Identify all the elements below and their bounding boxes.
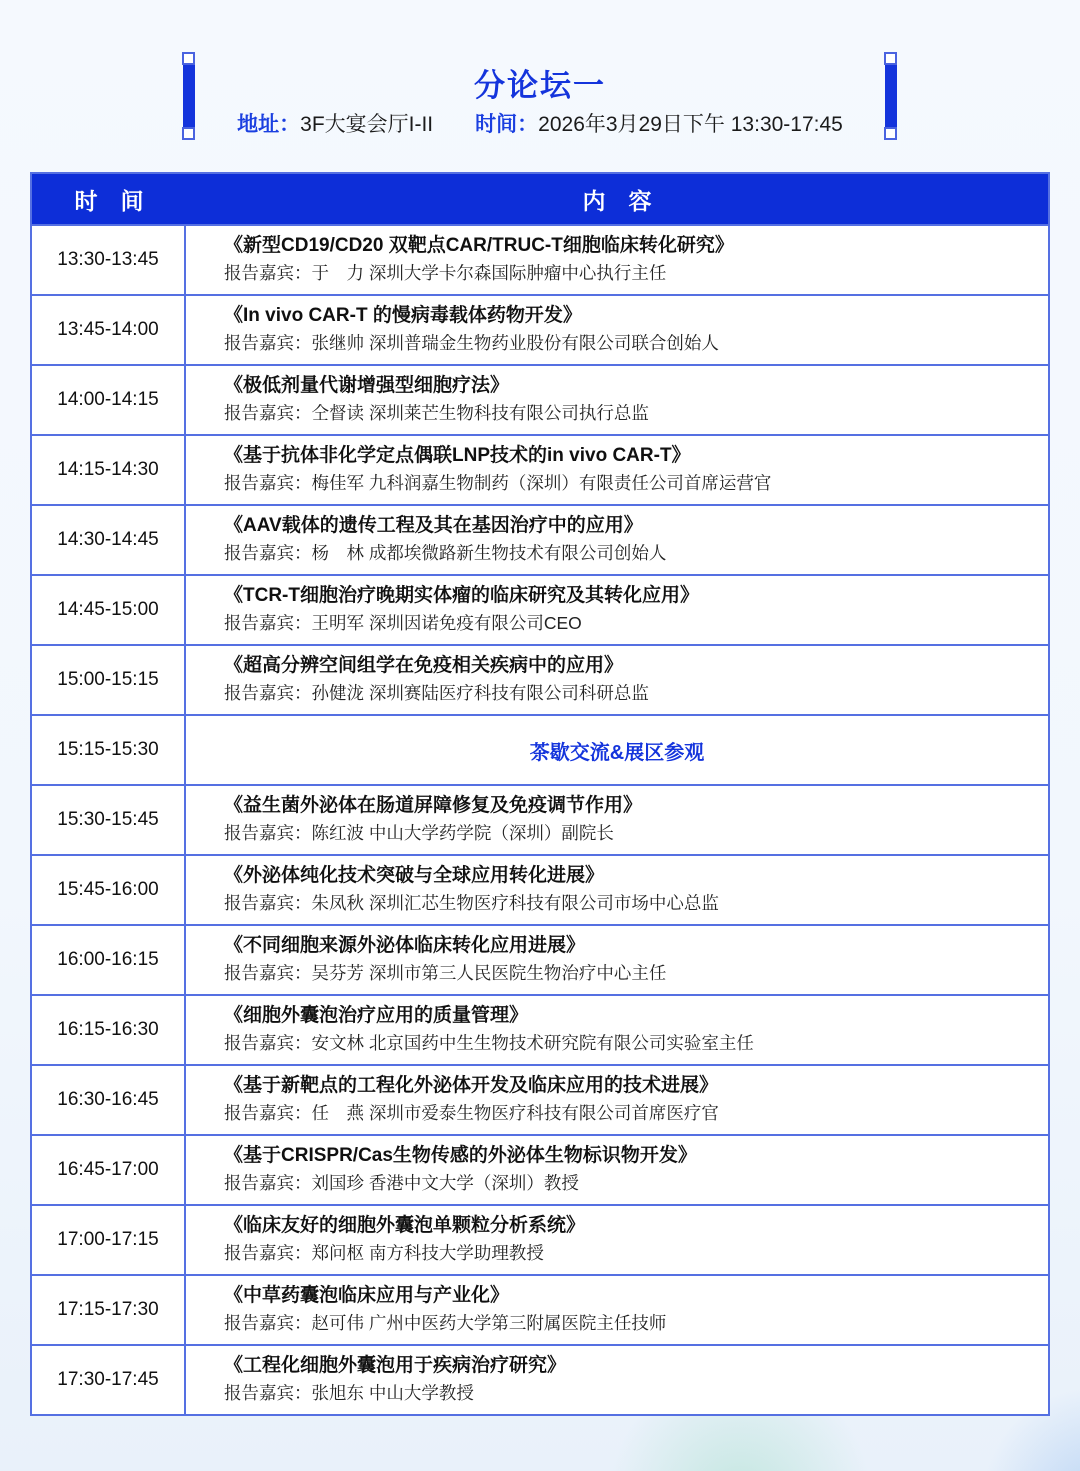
table-row [32, 1204, 1048, 1274]
agenda-body [32, 224, 1048, 1414]
address-value: 3F大宴会厅I-II [300, 113, 434, 136]
table-row [32, 994, 1048, 1064]
header-cell-content: 内 容 [582, 187, 652, 214]
session-title: 《基于抗体非化学定点偶联LNP技术的in vivo CAR-T》 [224, 445, 691, 467]
session-speaker: 报告嘉宾：仝督读 深圳莱芒生物科技有限公司执行总监 [224, 403, 649, 424]
session-time: 17:30-17:45 [32, 1346, 186, 1414]
session-time: 14:15-14:30 [32, 436, 186, 504]
table-row [32, 644, 1048, 714]
session-title: 《益生菌外泌体在肠道屏障修复及免疫调节作用》 [224, 795, 643, 817]
session-time: 14:30-14:45 [32, 506, 186, 574]
table-row [32, 1344, 1048, 1414]
session-time: 14:45-15:00 [32, 576, 186, 644]
session-speaker: 报告嘉宾：梅佳军 九科润嘉生物制药（深圳）有限责任公司首席运营官 [224, 473, 772, 494]
session-content [186, 506, 1048, 574]
session-content [186, 576, 1048, 644]
session-speaker: 报告嘉宾：孙健泷 深圳赛陆医疗科技有限公司科研总监 [224, 683, 649, 704]
time-value: 2026年3月29日下午 13:30-17:45 [538, 113, 843, 136]
session-speaker: 报告嘉宾：陈红波 中山大学药学院（深圳）副院长 [224, 823, 614, 844]
session-time: 17:15-17:30 [32, 1276, 186, 1344]
session-content [186, 1346, 1048, 1414]
session-content [186, 296, 1048, 364]
session-title: 《超高分辨空间组学在免疫相关疾病中的应用》 [224, 655, 624, 677]
table-row-break [32, 714, 1048, 784]
session-title: 《基于CRISPR/Cas生物传感的外泌体生物标识物开发》 [224, 1145, 697, 1167]
session-speaker: 报告嘉宾：刘国珍 香港中文大学（深圳）教授 [224, 1173, 579, 1194]
table-row [32, 924, 1048, 994]
session-content [186, 786, 1048, 854]
session-title: 《临床友好的细胞外囊泡单颗粒分析系统》 [224, 1215, 586, 1237]
table-row [32, 294, 1048, 364]
session-content [186, 646, 1048, 714]
session-content [186, 436, 1048, 504]
session-time: 13:30-13:45 [32, 226, 186, 294]
session-content [186, 226, 1048, 294]
session-content [186, 856, 1048, 924]
table-row [32, 224, 1048, 294]
session-time: 15:30-15:45 [32, 786, 186, 854]
session-speaker: 报告嘉宾：张继帅 深圳普瑞金生物药业股份有限公司联合创始人 [224, 333, 719, 354]
session-content [186, 1276, 1048, 1344]
table-row [32, 504, 1048, 574]
session-speaker: 报告嘉宾：赵可伟 广州中医药大学第三附属医院主任技师 [224, 1313, 667, 1334]
session-title: 《工程化细胞外囊泡用于疾病治疗研究》 [224, 1355, 567, 1377]
session-title: 《不同细胞来源外泌体临床转化应用进展》 [224, 935, 586, 957]
header-cell-time: 时 间 [74, 187, 144, 214]
table-row [32, 1274, 1048, 1344]
session-title: 《细胞外囊泡治疗应用的质量管理》 [224, 1005, 529, 1027]
session-time: 14:00-14:15 [32, 366, 186, 434]
session-title: 《TCR-T细胞治疗晚期实体瘤的临床研究及其转化应用》 [224, 585, 699, 607]
session-time: 16:00-16:15 [32, 926, 186, 994]
forum-meta-line [0, 108, 1080, 138]
table-row [32, 1064, 1048, 1134]
session-speaker: 报告嘉宾：郑问枢 南方科技大学助理教授 [224, 1243, 544, 1264]
session-content [186, 1066, 1048, 1134]
table-row [32, 854, 1048, 924]
agenda-table-header [32, 174, 1048, 224]
session-speaker: 报告嘉宾：吴芬芳 深圳市第三人民医院生物治疗中心主任 [224, 963, 667, 984]
session-time: 15:45-16:00 [32, 856, 186, 924]
agenda-table [30, 172, 1050, 1416]
session-content [186, 366, 1048, 434]
session-content [186, 996, 1048, 1064]
session-title: 《中草药囊泡临床应用与产业化》 [224, 1285, 510, 1307]
session-title: 《AAV载体的遗传工程及其在基因治疗中的应用》 [224, 515, 643, 537]
session-title: 《In vivo CAR-T 的慢病毒载体药物开发》 [224, 305, 582, 327]
session-speaker: 报告嘉宾：杨 林 成都埃微路新生物技术有限公司创始人 [224, 543, 667, 564]
session-speaker: 报告嘉宾：王明军 深圳因诺免疫有限公司CEO [224, 613, 582, 634]
time-label: 时间： [475, 113, 539, 136]
session-content [186, 716, 1048, 784]
session-speaker: 报告嘉宾：于 力 深圳大学卡尔森国际肿瘤中心执行主任 [224, 263, 667, 284]
session-title: 《外泌体纯化技术突破与全球应用转化进展》 [224, 865, 605, 887]
address-label: 地址： [237, 113, 301, 136]
table-row [32, 784, 1048, 854]
session-time: 13:45-14:00 [32, 296, 186, 364]
session-speaker: 报告嘉宾：安文林 北京国药中生生物技术研究院有限公司实验室主任 [224, 1033, 754, 1054]
session-title: 《基于新靶点的工程化外泌体开发及临床应用的技术进展》 [224, 1075, 719, 1097]
session-time: 16:15-16:30 [32, 996, 186, 1064]
table-row [32, 574, 1048, 644]
session-title: 《极低剂量代谢增强型细胞疗法》 [224, 375, 510, 397]
break-label: 茶歇交流&展区参观 [529, 741, 705, 764]
session-title: 《新型CD19/CD20 双靶点CAR/TRUC-T细胞临床转化研究》 [224, 235, 734, 257]
session-time: 15:15-15:30 [32, 716, 186, 784]
session-time: 16:45-17:00 [32, 1136, 186, 1204]
session-speaker: 报告嘉宾：张旭东 中山大学教授 [224, 1383, 474, 1404]
page-title: 分论坛一 [474, 68, 606, 103]
table-row [32, 364, 1048, 434]
session-content [186, 1136, 1048, 1204]
table-row [32, 434, 1048, 504]
table-row [32, 1134, 1048, 1204]
session-speaker: 报告嘉宾：朱凤秋 深圳汇芯生物医疗科技有限公司市场中心总监 [224, 893, 719, 914]
session-content [186, 1206, 1048, 1274]
session-time: 17:00-17:15 [32, 1206, 186, 1274]
session-content [186, 926, 1048, 994]
session-time: 15:00-15:15 [32, 646, 186, 714]
session-time: 16:30-16:45 [32, 1066, 186, 1134]
session-speaker: 报告嘉宾：任 燕 深圳市爱泰生物医疗科技有限公司首席医疗官 [224, 1103, 719, 1124]
